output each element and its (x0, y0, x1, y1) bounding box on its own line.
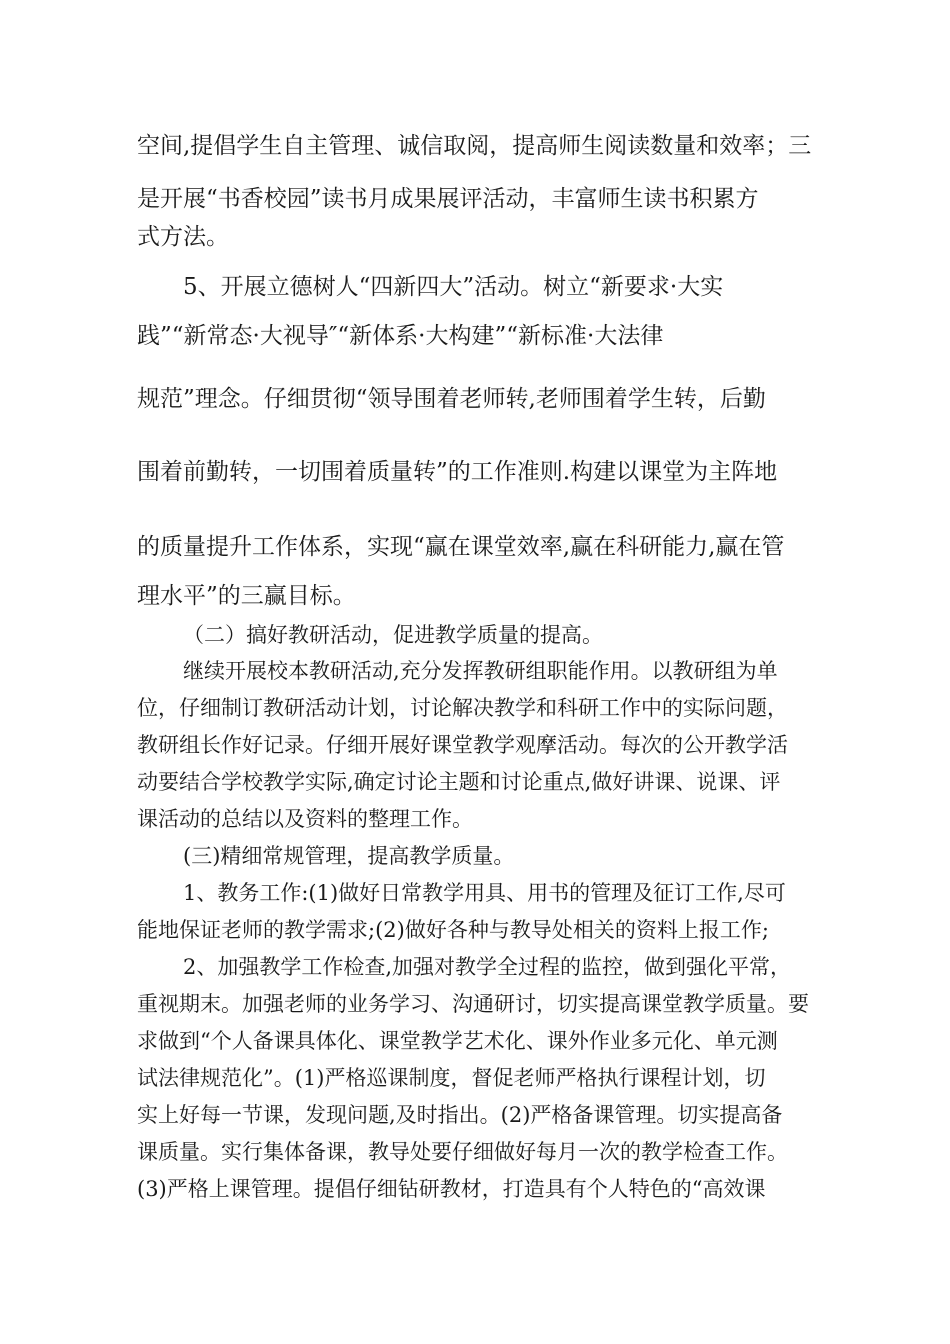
text-line: 教研组长作好记录。仔细开展好课堂教学观摩活动。每次的公开教学活 (137, 733, 788, 757)
text-line: 位，仔细制订教研活动计划，讨论解决教学和科研工作中的实际问题， (137, 696, 788, 720)
text-line: 重视期末。加强老师的业务学习、沟通研讨，切实提高课堂教学质量。要 (137, 992, 809, 1016)
text-line: 规范”理念。仔细贯彻“领导围着老师转,老师围着学生转，后勤 (137, 386, 766, 412)
section-heading: (三)精细常规管理，提高教学质量。 (183, 844, 515, 868)
text-line: (3)严格上课管理。提倡仔细钻研教材，打造具有个人特色的“高效课 (137, 1177, 766, 1201)
text-line: 继续开展校本教研活动,充分发挥教研组职能作用。以教研组为单 (183, 659, 778, 683)
text-line: 空间,提倡学生自主管理、诚信取阅，提高师生阅读数量和效率；三 (137, 133, 812, 159)
text-line: 理水平”的三赢目标。 (137, 583, 356, 609)
text-line: 是开展“书香校园”读书月成果展评活动，丰富师生读书积累方 (137, 186, 759, 212)
text-line: 动要结合学校教学实际,确定讨论主题和讨论重点,做好讲课、说课、评 (137, 770, 781, 794)
text-line: 试法律规范化”。(1)严格巡课制度，督促老师严格执行课程计划，切 (137, 1066, 766, 1090)
text-line: 式方法。 (137, 224, 229, 250)
text-line: 求做到“个人备课具体化、课堂教学艺术化、课外作业多元化、单元测 (137, 1029, 778, 1053)
text-line: 1、教务工作:(1)做好日常教学用具、用书的管理及征订工作,尽可 (183, 881, 786, 905)
section-heading: 5、开展立德树人“四新四大”活动。树立“新要求·大实 (183, 274, 724, 300)
text-line: 课质量。实行集体备课，教导处要仔细做好每月一次的教学检查工作。 (137, 1140, 788, 1164)
section-heading: （二）搞好教研活动，促进教学质量的提高。 (183, 623, 603, 647)
text-line: 2、加强教学工作检查,加强对教学全过程的监控，做到强化平常， (183, 955, 792, 979)
text-line: 围着前勤转，一切围着质量转”的工作准则.构建以课堂为主阵地 (137, 459, 778, 485)
text-line: 实上好每一节课，发现问题,及时指出。(2)严格备课管理。切实提高备 (137, 1103, 783, 1127)
text-line: 课活动的总结以及资料的整理工作。 (137, 807, 473, 831)
text-line: 践”“新常态·大视导″“新体系·大构建”“新标准·大法律 (137, 323, 664, 349)
text-line: 的质量提升工作体系，实现“赢在课堂效率,赢在科研能力,赢在管 (137, 534, 785, 560)
text-line: 能地保证老师的教学需求;(2)做好各种与教导处相关的资料上报工作; (137, 918, 769, 942)
